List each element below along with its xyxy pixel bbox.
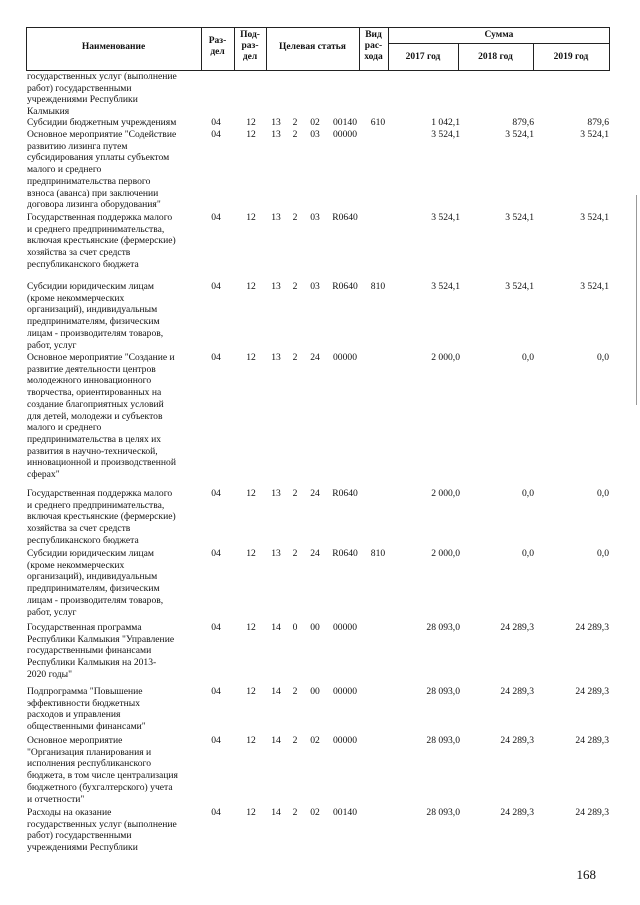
cell-c4: R0640	[332, 212, 358, 223]
cell-s1: 28 093,0	[426, 686, 460, 697]
cell-s3: 24 289,3	[575, 735, 609, 746]
cell-s3: 24 289,3	[575, 686, 609, 697]
cell-s3: 24 289,3	[575, 622, 609, 633]
cell-rz: 04	[211, 212, 221, 223]
header-year-2019: 2019 год	[553, 52, 589, 62]
cell-s1: 3 524,1	[431, 129, 460, 140]
cell-c1: 13	[271, 548, 281, 559]
header-vid: Вид рас- хода	[364, 30, 383, 62]
cell-s2: 879,6	[512, 117, 534, 128]
cell-s3: 0,0	[597, 548, 609, 559]
cell-s2: 3 524,1	[505, 129, 534, 140]
cell-s1: 28 093,0	[426, 807, 460, 818]
row-name: Субсидии юридическим лицам (кроме некоммерческих организаций), индивидуальным предпринимателям, физическим лицам - производителям товаров, работ, услуг	[27, 548, 164, 618]
cell-c1: 14	[271, 807, 281, 818]
cell-c4: 00000	[333, 686, 357, 697]
cell-s1: 28 093,0	[426, 735, 460, 746]
cell-c2: 0	[292, 622, 298, 633]
cell-pr: 12	[246, 117, 256, 128]
header-sum: Сумма	[484, 30, 514, 40]
cell-c3: 02	[310, 117, 320, 128]
cell-pr: 12	[246, 735, 256, 746]
cell-c1: 14	[271, 622, 281, 633]
table-header	[26, 27, 610, 71]
cell-s2: 3 524,1	[505, 212, 534, 223]
cell-pr: 12	[246, 281, 256, 292]
cell-c3: 03	[310, 212, 320, 223]
header-name: Наименование	[81, 42, 146, 52]
cell-c2: 2	[292, 129, 298, 140]
cell-pr: 12	[246, 807, 256, 818]
cell-c3: 02	[310, 807, 320, 818]
cell-s2: 24 289,3	[500, 807, 534, 818]
cell-vr: 810	[370, 548, 386, 559]
cell-c3: 03	[310, 281, 320, 292]
cell-s1: 2 000,0	[431, 548, 460, 559]
row-name: Государственная поддержка малого и среднего предпринимательства, включая крестьянские (фермерские) хозяйства за счет средств республиканского бюджета	[27, 488, 176, 546]
cell-pr: 12	[246, 548, 256, 559]
cell-vr: 610	[370, 117, 386, 128]
cell-rz: 04	[211, 129, 221, 140]
cell-rz: 04	[211, 807, 221, 818]
cell-pr: 12	[246, 352, 256, 363]
row-name: Подпрограмма "Повышение эффективности бюджетных расходов и управления общественными финансами"	[27, 686, 146, 733]
cell-s1: 2 000,0	[431, 352, 460, 363]
row-name: Государственная программа Республики Калмыкия "Управление государственными финансами Республики Калмыкия на 2013- 2020 годы"	[27, 622, 175, 680]
cell-c4: 00000	[333, 129, 357, 140]
cell-s1: 28 093,0	[426, 622, 460, 633]
cell-c2: 2	[292, 117, 298, 128]
row-name: Расходы на оказание государственных услуг (выполнение работ) государственными учреждениями Республики	[27, 807, 177, 854]
cell-c3: 00	[310, 686, 320, 697]
cell-pr: 12	[246, 488, 256, 499]
cell-c3: 24	[310, 548, 320, 559]
cell-s1: 3 524,1	[431, 212, 460, 223]
cell-c1: 14	[271, 735, 281, 746]
header-razdel: Раз- дел	[208, 36, 227, 57]
cell-rz: 04	[211, 488, 221, 499]
cell-rz: 04	[211, 548, 221, 559]
cell-pr: 12	[246, 686, 256, 697]
cell-c4: R0640	[332, 281, 358, 292]
header-year-2018: 2018 год	[478, 52, 513, 62]
cell-s3: 0,0	[597, 488, 609, 499]
cell-s3: 3 524,1	[580, 281, 609, 292]
cell-c2: 2	[292, 686, 298, 697]
cell-c1: 13	[271, 117, 281, 128]
row-name: Основное мероприятие "Содействие развитию лизинга путем субсидирования уплаты субъектом малого и среднего предпринимательства первого взноса (аванса) при заключении договора лизинга оборудования"	[27, 129, 177, 211]
cell-rz: 04	[211, 281, 221, 292]
cell-s3: 3 524,1	[580, 212, 609, 223]
cell-s2: 0,0	[522, 488, 534, 499]
row-name: Субсидии бюджетным учреждениям	[27, 117, 177, 128]
cell-rz: 04	[211, 735, 221, 746]
cell-pr: 12	[246, 212, 256, 223]
row-name: Государственная поддержка малого и среднего предпринимательства, включая крестьянские (фермерские) хозяйства за счет средств республиканского бюджета	[27, 212, 176, 270]
header-year-2017: 2017 год	[405, 52, 441, 62]
cell-s2: 0,0	[522, 548, 534, 559]
cell-c4: 00140	[333, 807, 357, 818]
cell-s2: 24 289,3	[500, 686, 534, 697]
cell-s1: 3 524,1	[431, 281, 460, 292]
cell-s3: 0,0	[597, 352, 609, 363]
cell-c2: 2	[292, 488, 298, 499]
cell-c2: 2	[292, 548, 298, 559]
cell-rz: 04	[211, 117, 221, 128]
cell-c3: 02	[310, 735, 320, 746]
cell-vr: 810	[370, 281, 386, 292]
cell-c4: R0640	[332, 548, 358, 559]
cell-s2: 24 289,3	[500, 622, 534, 633]
cell-c2: 2	[292, 735, 298, 746]
cell-c1: 13	[271, 488, 281, 499]
cell-c2: 2	[292, 807, 298, 818]
cell-c4: 00000	[333, 622, 357, 633]
cell-c4: R0640	[332, 488, 358, 499]
header-podrazdel: Под- раз- дел	[240, 30, 260, 62]
cell-c3: 24	[310, 488, 320, 499]
cell-c3: 00	[310, 622, 320, 633]
row-name: Основное мероприятие "Создание и развитие деятельности центров молодежного инновационного творчества, ориентированных на создание благоприятных условий для детей, молодежи и субъектов малого и среднего предпринимательства в целях их развития в научно-технической, инновационной и производственной сферах"	[27, 352, 176, 481]
cell-c1: 13	[271, 281, 281, 292]
cell-s2: 3 524,1	[505, 281, 534, 292]
cell-s2: 0,0	[522, 352, 534, 363]
cell-s2: 24 289,3	[500, 735, 534, 746]
cell-c2: 2	[292, 281, 298, 292]
row-name: Субсидии юридическим лицам (кроме некоммерческих организаций), индивидуальным предпринимателям, физическим лицам - производителям товаров, работ, услуг	[27, 281, 164, 351]
cell-c2: 2	[292, 212, 298, 223]
row-name: Основное мероприятие "Организация планирования и исполнения республиканского бюджета, в том числе централизация бюджетного (бухгалтерского) учета и отчетности"	[27, 735, 178, 805]
cell-c3: 03	[310, 129, 320, 140]
cell-s3: 24 289,3	[575, 807, 609, 818]
cell-c3: 24	[310, 352, 320, 363]
cell-pr: 12	[246, 129, 256, 140]
cell-rz: 04	[211, 622, 221, 633]
cell-pr: 12	[246, 622, 256, 633]
cell-s1: 2 000,0	[431, 488, 460, 499]
cell-s3: 879,6	[587, 117, 609, 128]
cell-c4: 00140	[333, 117, 357, 128]
cell-c4: 00000	[333, 352, 357, 363]
row-name: государственных услуг (выполнение работ) государственными учреждениями Республики Калмыкия	[27, 71, 177, 118]
cell-c1: 14	[271, 686, 281, 697]
cell-rz: 04	[211, 352, 221, 363]
cell-c1: 13	[271, 129, 281, 140]
cell-s1: 1 042,1	[431, 117, 460, 128]
cell-rz: 04	[211, 686, 221, 697]
page-number: 168	[576, 867, 596, 882]
page-edge-mark	[636, 195, 637, 405]
cell-c2: 2	[292, 352, 298, 363]
cell-c4: 00000	[333, 735, 357, 746]
cell-s3: 3 524,1	[580, 129, 609, 140]
cell-c1: 13	[271, 212, 281, 223]
cell-c1: 13	[271, 352, 281, 363]
header-target: Целевая статья	[279, 42, 346, 52]
